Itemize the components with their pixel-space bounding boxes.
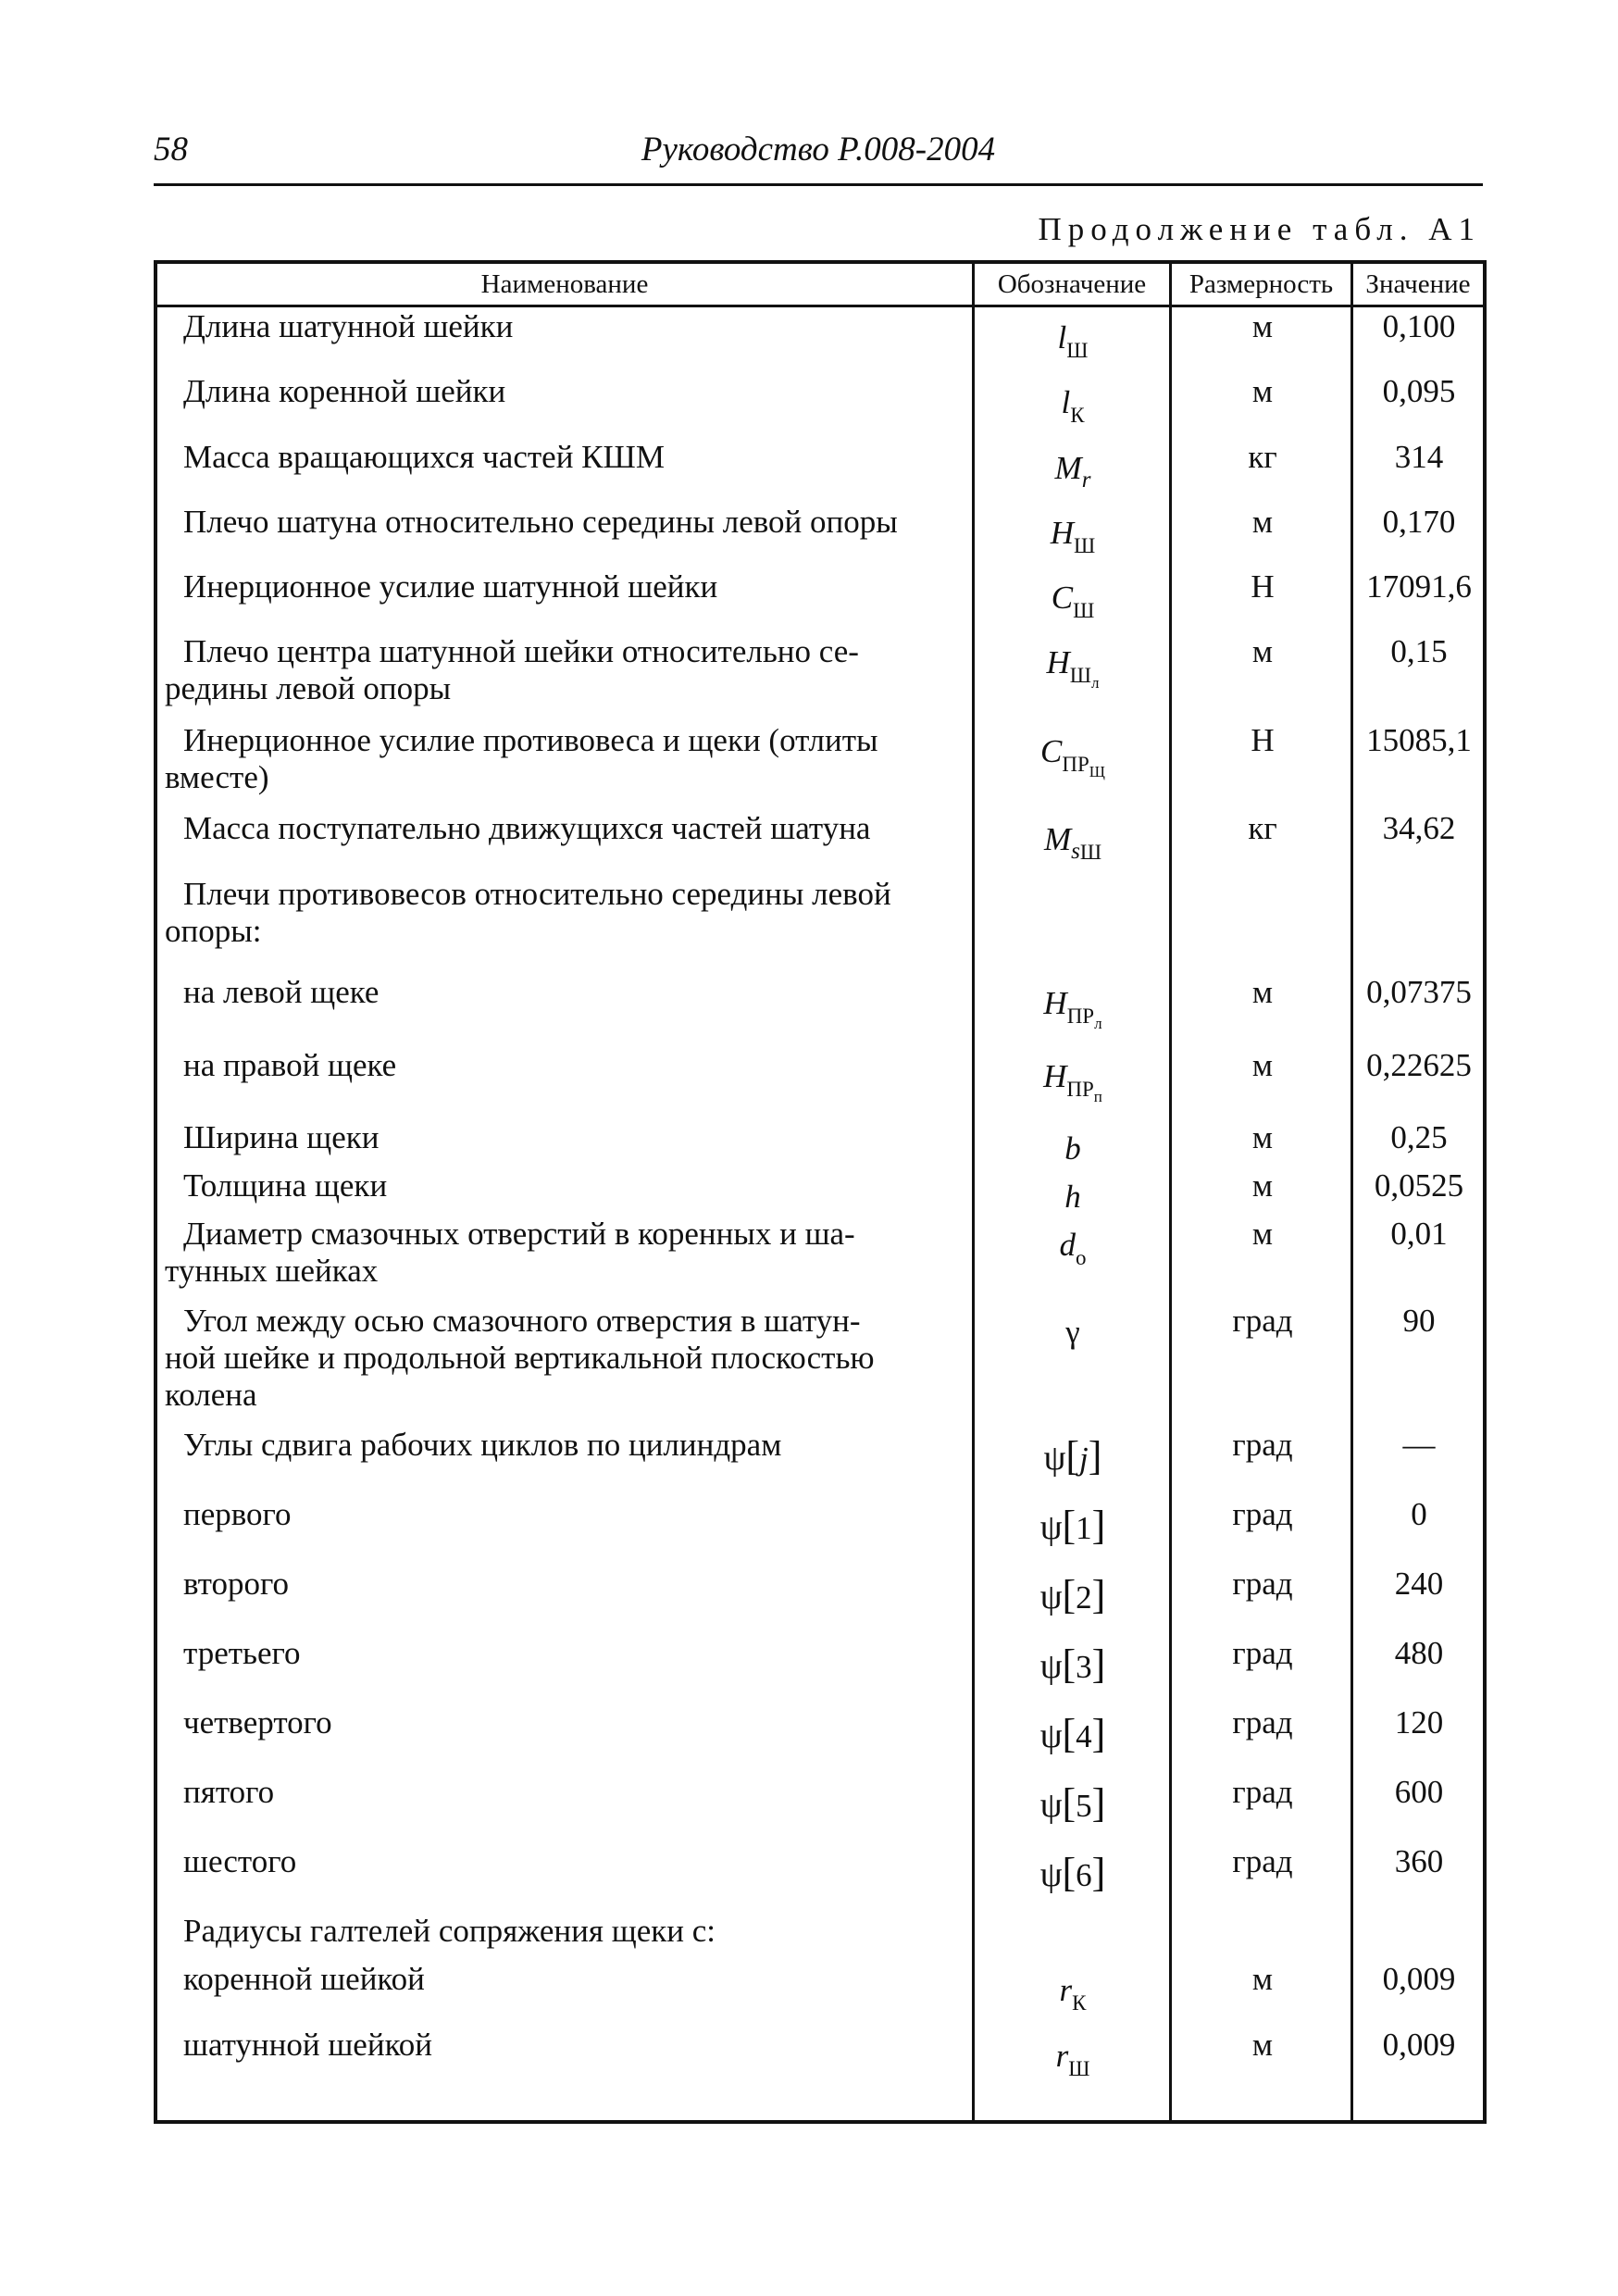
symbol-subscript: Ш (1069, 664, 1091, 687)
parameter-symbol (976, 1433, 1170, 1479)
parameter-dimension: град (1232, 1635, 1293, 1671)
parameter-name-line: Масса вращающихся частей КШМ (183, 439, 665, 475)
parameter-symbol (976, 384, 1170, 425)
parameter-name (165, 1167, 976, 1204)
parameter-dimension: м (1251, 308, 1274, 344)
symbol-subscript: Ш (1079, 841, 1102, 864)
parameter-name-line: первого (183, 1496, 292, 1532)
parameter-name-line: Плечо центра шатунной шейки относительно се- (183, 633, 859, 669)
symbol-subscript: К (1072, 1991, 1087, 2015)
symbol-base: M (1054, 450, 1082, 486)
parameter-name (165, 1635, 976, 1672)
parameter-symbol (976, 1314, 1170, 1351)
symbol-base: H (1050, 515, 1075, 551)
parameter-value: 0,009 (1382, 2027, 1456, 2063)
symbol-base: C (1040, 733, 1063, 769)
parameter-dimension: град (1232, 1303, 1293, 1339)
bracket: ] (1091, 1711, 1106, 1756)
parameter-name (165, 974, 976, 1011)
parameter-name-line: Углы сдвига рабочих циклов по цилиндрам (183, 1427, 782, 1463)
parameter-dimension: кг (1248, 810, 1277, 846)
psi-symbol: ψ (1039, 1578, 1063, 1616)
column-header-dimension: Размерность (1189, 269, 1334, 299)
parameter-name (165, 439, 976, 476)
symbol-subscript: К (1070, 404, 1085, 427)
parameter-name-line: коренной шейкой (183, 1961, 425, 1997)
symbol-base: C (1051, 580, 1074, 616)
parameter-name-line: второго (183, 1566, 289, 1602)
parameter-name (165, 876, 976, 950)
parameter-name-line: Толщина щеки (183, 1167, 388, 1204)
parameter-name (165, 1496, 976, 1533)
bracket: [ (1062, 1641, 1077, 1687)
bracket: [ (1062, 1711, 1077, 1756)
symbol-base: r (1055, 2038, 1069, 2074)
parameter-name (165, 308, 976, 345)
symbol-subscript: ПР (1066, 1078, 1094, 1101)
header-divider (157, 305, 1483, 307)
symbol-subscript: ПР (1066, 1004, 1095, 1028)
symbol-base: r (1059, 1972, 1073, 2008)
parameter-dimension: кг (1248, 439, 1277, 475)
symbol-index: j (1079, 1441, 1089, 1477)
parameter-name-line: Инерционное усилие шатунной шейки (183, 568, 718, 605)
symbol-index: 1 (1076, 1510, 1092, 1546)
parameter-value: — (1402, 1427, 1436, 1463)
symbol-base: h (1064, 1179, 1081, 1215)
symbol-base: H (1043, 985, 1067, 1021)
parameter-name-line: опоры: (165, 913, 262, 949)
psi-symbol: ψ (1039, 1855, 1063, 1894)
bracket: [ (1062, 1780, 1077, 1826)
parameter-name-line: четвертого (183, 1704, 332, 1741)
symbol-subscript: Ш (1074, 534, 1096, 557)
psi-symbol: ψ (1039, 1647, 1063, 1686)
parameter-name (165, 1774, 976, 1811)
symbol-index: 6 (1076, 1857, 1092, 1893)
parameter-symbol (976, 821, 1170, 862)
parameter-name-line: редины левой опоры (165, 670, 452, 706)
parameters-table (154, 260, 1487, 2124)
symbol-index: 3 (1076, 1649, 1092, 1685)
symbol-base: l (1061, 384, 1071, 420)
bracket: ] (1091, 1850, 1106, 1895)
parameter-name-line: Диаметр смазочных отверстий в коренных и ша- (183, 1216, 855, 1252)
parameter-name (165, 1047, 976, 1084)
bracket: ] (1091, 1780, 1106, 1826)
parameter-dimension: Н (1251, 568, 1275, 605)
column-header-name: Наименование (480, 269, 649, 299)
bracket: [ (1062, 1572, 1077, 1617)
parameter-name-line: на правой щеке (183, 1047, 397, 1083)
parameter-dimension: м (1251, 1216, 1274, 1252)
symbol-base: b (1064, 1130, 1081, 1167)
parameter-value: 314 (1394, 439, 1444, 475)
parameter-name-line: третьего (183, 1635, 301, 1671)
symbol-subscript: ПР (1062, 753, 1089, 776)
parameter-symbol (976, 1058, 1170, 1105)
parameter-name-line: ной шейке и продольной вертикальной плоскостью (165, 1340, 875, 1376)
parameter-symbol (976, 985, 1170, 1032)
parameter-value: 0,0525 (1374, 1167, 1464, 1204)
symbol-subscript: Ш (1066, 339, 1089, 362)
column-header-symbol: Обозначение (997, 269, 1147, 299)
parameter-name-line: Плечи противовесов относительно середины левой (183, 876, 891, 912)
parameter-dimension: м (1251, 1167, 1274, 1204)
parameter-name-line: тунных шейках (165, 1253, 379, 1289)
parameter-value: 480 (1394, 1635, 1444, 1671)
parameter-dimension: Н (1251, 722, 1275, 758)
page-number: 58 (154, 131, 188, 168)
parameter-value: 0,25 (1390, 1119, 1448, 1155)
parameter-dimension: град (1232, 1843, 1293, 1879)
parameter-name (165, 373, 976, 410)
parameter-name-line: шатунной шейкой (183, 2027, 433, 2063)
parameter-name-line: вместе) (165, 759, 269, 795)
parameter-dimension: м (1251, 633, 1274, 669)
parameter-name (165, 722, 976, 796)
parameter-symbol (976, 644, 1170, 692)
parameter-name (165, 1427, 976, 1464)
parameter-name (165, 1961, 976, 1998)
parameter-name-line: Длина коренной шейки (183, 373, 506, 409)
parameter-dimension: м (1251, 504, 1274, 540)
parameter-symbol (976, 1130, 1170, 1167)
parameter-dimension: м (1251, 1119, 1274, 1155)
parameter-symbol (976, 1711, 1170, 1756)
parameter-name-line: Масса поступательно движущихся частей шатуна (183, 810, 871, 846)
parameter-name (165, 633, 976, 707)
parameter-name-line: Инерционное усилие противовеса и щеки (отлиты (183, 722, 878, 758)
parameter-value: 15085,1 (1366, 722, 1472, 758)
symbol-subscript: Ш (1073, 599, 1095, 622)
parameter-dimension: м (1251, 1047, 1274, 1083)
symbol-index: 5 (1076, 1788, 1092, 1824)
parameter-name (165, 1119, 976, 1156)
parameter-name (165, 810, 976, 847)
bracket: ] (1088, 1433, 1102, 1479)
parameter-symbol (976, 1850, 1170, 1895)
parameter-dimension: град (1232, 1427, 1293, 1463)
parameter-symbol (976, 1572, 1170, 1617)
parameter-value: 0,22625 (1366, 1047, 1472, 1083)
parameter-value: 600 (1394, 1774, 1444, 1810)
table-continuation-label: Продолжение табл. А1 (1038, 211, 1481, 247)
parameter-dimension: град (1232, 1496, 1293, 1532)
parameter-dimension: град (1232, 1566, 1293, 1602)
parameter-name (165, 1566, 976, 1603)
symbol-base: H (1043, 1058, 1067, 1094)
parameter-symbol (976, 1227, 1170, 1267)
parameter-name-line: Ширина щеки (183, 1119, 380, 1155)
symbol-base: d (1059, 1227, 1076, 1263)
parameter-value: 0,07375 (1366, 974, 1472, 1010)
parameter-dimension: м (1251, 1961, 1274, 1997)
parameter-name (165, 1913, 976, 1950)
parameter-name-line: Радиусы галтелей сопряжения щеки с: (183, 1913, 716, 1949)
page-header (154, 130, 1483, 186)
bracket: [ (1065, 1433, 1080, 1479)
parameter-dimension: м (1251, 373, 1274, 409)
parameter-name (165, 1843, 976, 1880)
parameter-value: 90 (1402, 1303, 1436, 1339)
parameter-name (165, 2027, 976, 2064)
symbol-sub-subscript: л (1091, 674, 1100, 692)
symbol-base: H (1046, 644, 1070, 680)
bracket: ] (1091, 1641, 1106, 1687)
parameter-value: 360 (1394, 1843, 1444, 1879)
parameter-value: 0,15 (1390, 633, 1448, 669)
parameter-value: 0,170 (1382, 504, 1456, 540)
running-title: Руководство Р.008-2004 (641, 131, 996, 168)
symbol-index: 4 (1076, 1718, 1092, 1754)
symbol-index: 2 (1076, 1579, 1092, 1616)
bracket: ] (1091, 1503, 1106, 1548)
symbol-subscript: r (1081, 468, 1091, 493)
parameter-value: 0 (1411, 1496, 1427, 1532)
parameter-symbol (976, 580, 1170, 620)
parameter-name-line: Угол между осью смазочного отверстия в шатун- (183, 1303, 861, 1339)
symbol-sub-subscript: п (1093, 1088, 1102, 1105)
symbol-sub-subscript: л (1094, 1015, 1102, 1032)
greek-symbol: γ (1065, 1314, 1080, 1350)
parameter-name-line: Плечо шатуна относительно середины левой опоры (183, 504, 898, 540)
parameter-name-line: колена (165, 1377, 257, 1413)
parameter-dimension: град (1232, 1704, 1293, 1741)
parameter-value: 17091,6 (1366, 568, 1472, 605)
parameter-value: 0,01 (1390, 1216, 1448, 1252)
parameter-symbol (976, 1641, 1170, 1687)
parameter-value: 240 (1394, 1566, 1444, 1602)
symbol-subscript: Ш (1068, 2057, 1090, 2080)
parameter-name-line: Длина шатунной шейки (183, 308, 514, 344)
parameter-symbol (976, 1780, 1170, 1826)
symbol-subscript: о (1076, 1246, 1087, 1269)
parameter-symbol (976, 2038, 1170, 2078)
psi-symbol: ψ (1043, 1439, 1066, 1478)
bracket: [ (1062, 1503, 1077, 1548)
parameter-value: 0,100 (1382, 308, 1456, 344)
bracket: [ (1062, 1850, 1077, 1895)
parameter-symbol (976, 733, 1170, 780)
parameter-dimension: м (1251, 974, 1274, 1010)
column-header-value: Значение (1365, 269, 1471, 299)
psi-symbol: ψ (1039, 1786, 1063, 1825)
parameter-value: 0,009 (1382, 1961, 1456, 1997)
parameter-symbol (976, 1503, 1170, 1548)
parameter-value: 120 (1394, 1704, 1444, 1741)
parameter-name (165, 1216, 976, 1290)
bracket: ] (1091, 1572, 1106, 1617)
symbol-base: l (1057, 319, 1067, 356)
parameter-value: 0,095 (1382, 373, 1456, 409)
symbol-sub-subscript: Щ (1089, 763, 1105, 780)
parameter-name-line: на левой щеке (183, 974, 380, 1010)
symbol-base: M (1043, 821, 1072, 857)
parameter-symbol (976, 450, 1170, 491)
parameter-name (165, 504, 976, 541)
parameter-symbol (976, 515, 1170, 555)
symbol-subscript: s (1071, 839, 1080, 864)
psi-symbol: ψ (1039, 1508, 1063, 1547)
parameter-symbol (976, 319, 1170, 360)
psi-symbol: ψ (1039, 1716, 1063, 1755)
parameter-name (165, 1303, 976, 1414)
parameter-name-line: шестого (183, 1843, 297, 1879)
parameter-symbol (976, 1972, 1170, 2013)
parameter-name (165, 568, 976, 605)
parameter-symbol (976, 1179, 1170, 1216)
parameter-name (165, 1704, 976, 1741)
parameter-name-line: пятого (183, 1774, 275, 1810)
parameter-dimension: град (1232, 1774, 1293, 1810)
parameter-value: 34,62 (1382, 810, 1456, 846)
parameter-dimension: м (1251, 2027, 1274, 2063)
